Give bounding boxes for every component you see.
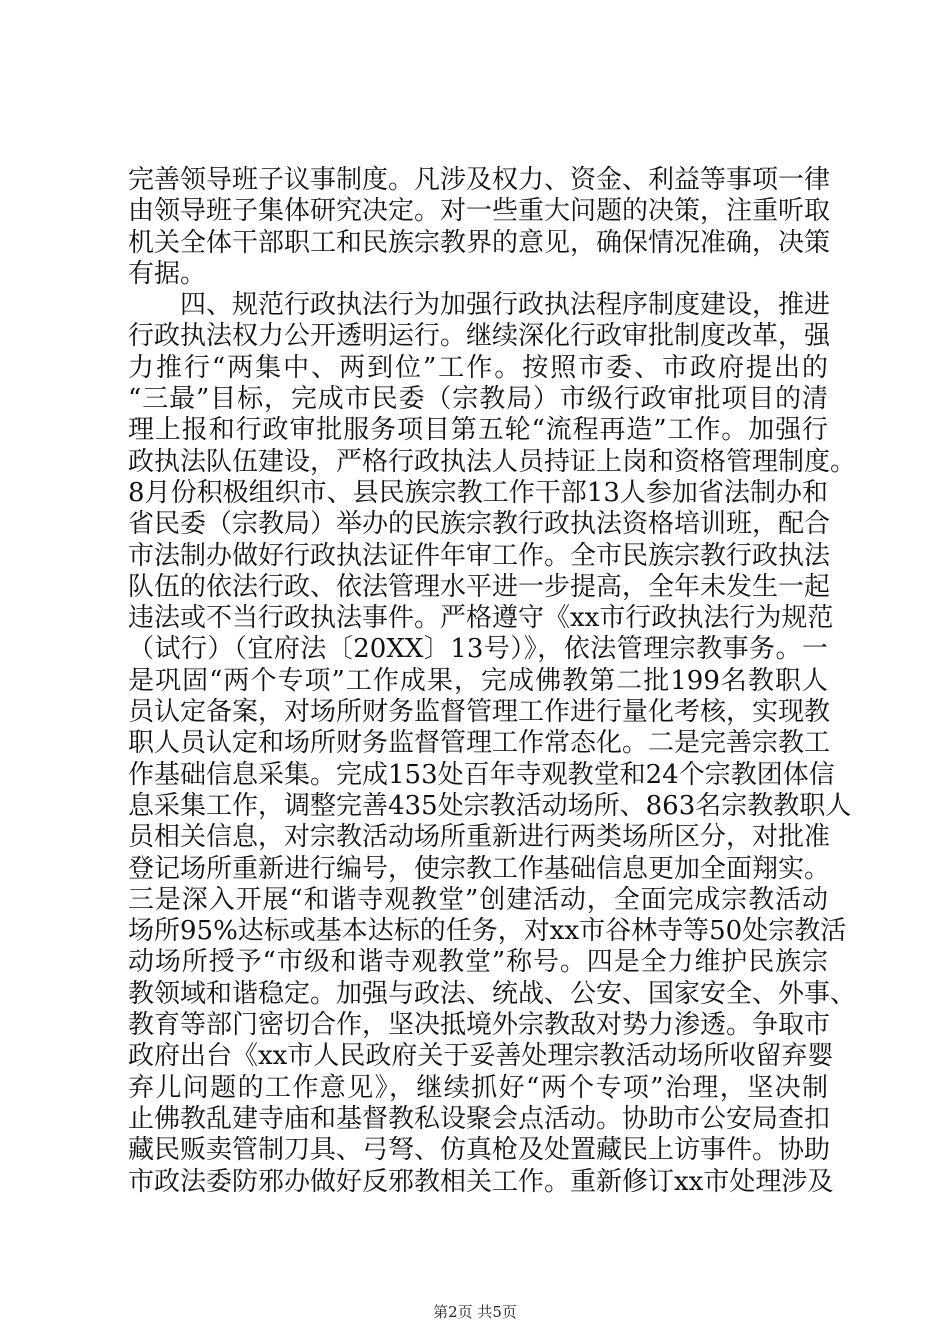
text-line: 理上报和行政审批服务项目第五轮“流程再造”工作。加强行 <box>128 415 828 446</box>
text-line: 作基础信息采集。完成153处百年寺观教堂和24个宗教团体信 <box>128 759 835 790</box>
text-line: 员相关信息，对宗教活动场所重新进行两类场所区分，对批准 <box>128 822 831 853</box>
page-number-footer: 第2页 共5页 <box>433 1303 517 1321</box>
text-line: 止佛教乱建寺庙和基督教私设聚会点活动。协助市公安局查扣 <box>128 1103 831 1134</box>
text-line: 市政法委防邪办做好反邪教相关工作。重新修订xx市处理涉及 <box>128 1166 834 1197</box>
text-line: 由领导班子集体研究决定。对一些重大问题的决策，注重听取 <box>128 196 831 227</box>
text-line: 藏民贩卖管制刀具、弓弩、仿真枪及处置藏民上访事件。协助 <box>128 1135 831 1166</box>
text-line: 政执法队伍建设，严格行政执法人员持证上岗和资格管理制度。 <box>128 446 857 477</box>
text-line: 职人员认定和场所财务监督管理工作常态化。二是完善宗教工 <box>128 728 831 759</box>
text-line: 三是深入开展“和谐寺观教堂”创建活动，全面完成宗教活动 <box>128 884 828 915</box>
text-line: 完善领导班子议事制度。凡涉及权力、资金、利益等事项一律 <box>128 165 831 195</box>
text-line: 登记场所重新进行编号，使宗教工作基础信息更加全面翔实。 <box>128 853 831 884</box>
text-line: 违法或不当行政执法事件。严格遵守《xx市行政执法行为规范 <box>128 603 834 634</box>
text-line: “三最”目标，完成市民委（宗教局）市级行政审批项目的清 <box>128 384 828 415</box>
text-line: 行政执法权力公开透明运行。继续深化行政审批制度改革，强 <box>128 321 831 352</box>
text-line: 8月份积极组织市、县民族宗教工作干部13人参加省法制办和 <box>128 477 828 508</box>
text-line: 四、规范行政执法行为加强行政执法程序制度建设，推进 <box>128 290 831 321</box>
text-line: 弃儿问题的工作意见》，继续抓好“两个专项”治理，坚决制 <box>128 1072 828 1103</box>
text-line: 是巩固“两个专项”工作成果，完成佛教第二批199名教职人 <box>128 665 828 696</box>
text-line: （试行）（宜府法〔20XX〕13号）》，依法管理宗教事务。一 <box>128 634 828 665</box>
body-text <box>128 165 857 1198</box>
text-line: 息采集工作，调整完善435处宗教活动场所、863名宗教教职人 <box>128 790 852 821</box>
text-line: 市法制办做好行政执法证件年审工作。全市民族宗教行政执法 <box>128 540 831 571</box>
text-line: 动场所授予“市级和谐寺观教堂”称号。四是全力维护民族宗 <box>128 947 828 978</box>
text-line: 场所95%达标或基本达标的任务，对xx市谷林寺等50处宗教活 <box>128 916 847 947</box>
text-line: 教育等部门密切合作，坚决抵境外宗教敌对势力渗透。争取市 <box>128 1010 831 1041</box>
text-line: 员认定备案，对场所财务监督管理工作进行量化考核，实现教 <box>128 697 831 728</box>
text-line: 省民委（宗教局）举办的民族宗教行政执法资格培训班，配合 <box>128 509 831 540</box>
text-line: 机关全体干部职工和民族宗教界的意见，确保情况准确，决策 <box>128 227 831 258</box>
text-line: 教领域和谐稳定。加强与政法、统战、公安、国家安全、外事、 <box>128 978 857 1009</box>
text-line: 队伍的依法行政、依法管理水平进一步提高，全年未发生一起 <box>128 571 831 602</box>
text-line: 政府出台《xx市人民政府关于妥善处理宗教活动场所收留弃婴 <box>128 1041 834 1072</box>
text-line: 有据。 <box>128 258 207 289</box>
text-line: 力推行“两集中、两到位”工作。按照市委、市政府提出的 <box>128 352 828 383</box>
